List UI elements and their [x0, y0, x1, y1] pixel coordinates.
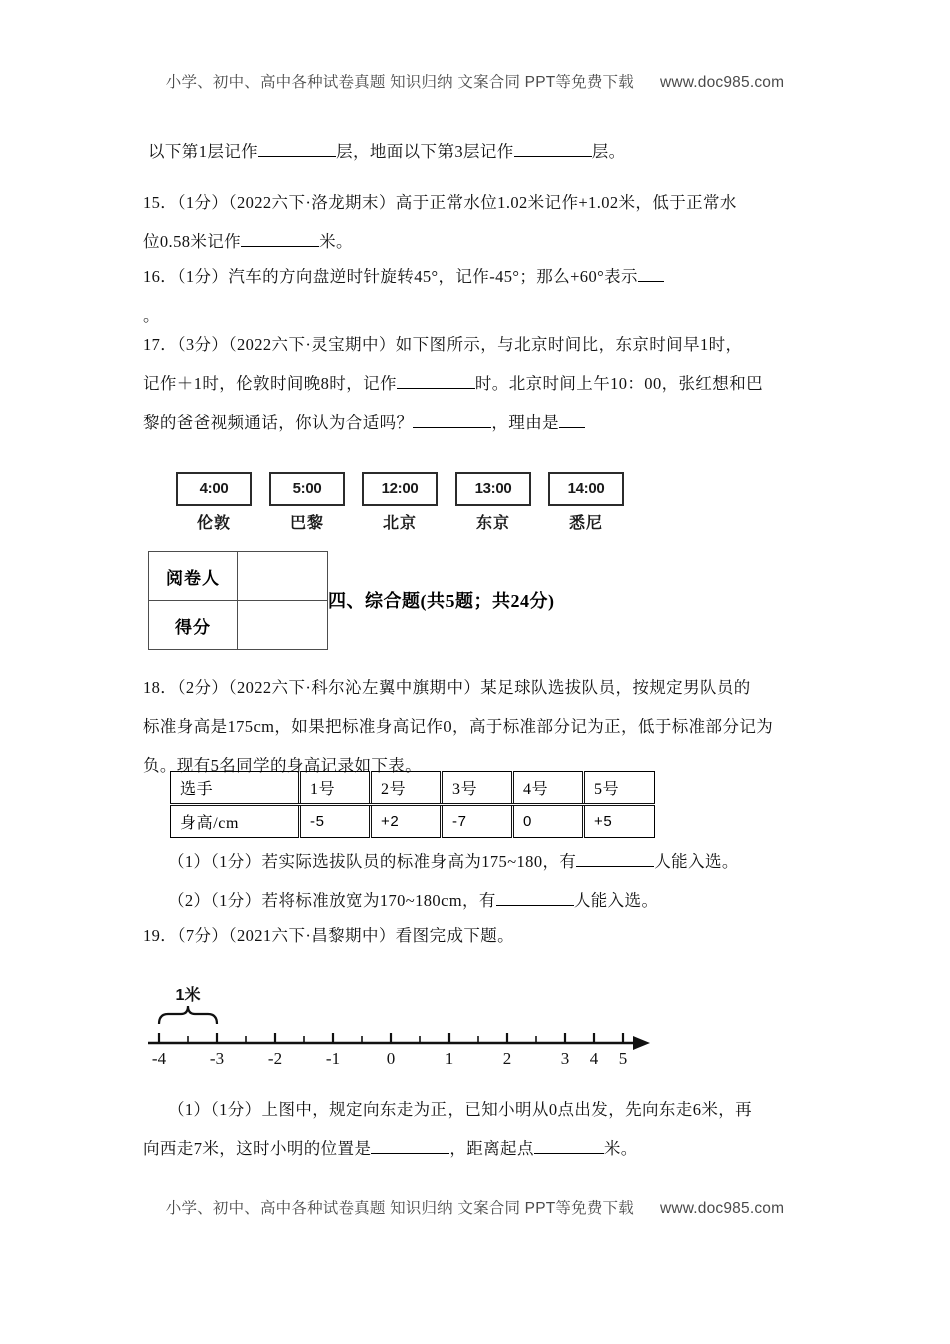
q18-source: （2022六下·科尔沁左翼中旗期中）: [228, 678, 481, 697]
number-line-tick-label: -3: [209, 1049, 225, 1068]
header-runner-url: www.doc985.com: [659, 74, 785, 91]
q15-text-2b: 米。: [319, 232, 353, 251]
q18-text-1: 某足球队选拔队员，按规定男队员的: [480, 678, 751, 697]
question-17-line-1: [143, 325, 818, 364]
q17-score: （3分）: [177, 335, 229, 354]
question-18-subquestions: [168, 842, 828, 920]
grader-score-table: [148, 551, 328, 650]
q17-text-1: 如下图所示，与北京时间比，东京时间早1时，: [395, 335, 743, 354]
number-line-tick-label: 2: [502, 1049, 512, 1068]
timezone-city: 北京: [382, 515, 417, 532]
number-line-tick-label: 0: [386, 1049, 396, 1068]
question-16: [143, 257, 813, 335]
q17-text-3a: 黎的爸爸视频通话，你认为合适吗？: [143, 413, 414, 432]
q17-source: （2022六下·灵宝期中）: [228, 335, 396, 354]
q14-text-c: 层。: [591, 142, 626, 161]
q19-number: 19．: [143, 926, 178, 945]
timezone-city: 东京: [475, 515, 510, 532]
number-line-tick-label: 1: [444, 1049, 454, 1068]
q17-text-3b: ，理由是: [491, 413, 560, 432]
q18-score: （2分）: [177, 678, 229, 697]
number-line-svg: [140, 978, 660, 1073]
answer-blank[interactable]: [514, 140, 592, 158]
score-value-cell[interactable]: [238, 601, 328, 650]
question-17: [143, 325, 818, 442]
question-14-tail: [148, 132, 808, 171]
answer-blank[interactable]: [413, 411, 491, 429]
q15-source: （2022六下·洛龙期末）: [228, 193, 396, 212]
number-line-tick-label: -1: [325, 1049, 341, 1068]
q19-text-1: 看图完成下题。: [395, 926, 515, 945]
height-table-header-cell: 3号: [442, 772, 513, 805]
height-table-row-label: 身高/cm: [180, 815, 239, 832]
answer-blank[interactable]: [534, 1137, 604, 1155]
section-heading: 四、综合题(共5题；共24分): [328, 591, 555, 611]
height-table-header-cell: 4号: [513, 772, 584, 805]
timezone-city: 伦敦: [196, 515, 231, 532]
q19-source: （2021六下·昌黎期中）: [228, 926, 396, 945]
timezone-city: 悉尼: [568, 515, 603, 532]
height-table-header-cell: 1号: [300, 772, 371, 805]
q18-number: 18．: [143, 678, 178, 697]
number-line-tick-label: 4: [589, 1049, 599, 1068]
answer-blank[interactable]: [241, 230, 319, 248]
header-runner: [0, 70, 950, 92]
q16-text-2: 。: [143, 306, 160, 325]
timezone-time: 12:00: [362, 472, 438, 506]
q18-text-2: 标准身高是175cm，如果把标准身高记作0，高于标准部分记为正，低于标准部分记为: [143, 717, 774, 736]
footer-runner-text: 小学、初中、高中各种试卷真题 知识归纳 文案合同 PPT等免费下载: [165, 1200, 634, 1217]
q15-score: （1分）: [177, 193, 229, 212]
table-row: [171, 805, 655, 838]
q17-text-2a: 记作＋1时，伦敦时间晚8时，记作: [143, 374, 397, 393]
q18-sub1-text-a: （1）（1分）若实际选拔队员的标准身高为175~180，有: [168, 852, 577, 871]
number-line-figure: [140, 978, 660, 1073]
q18-text-3: 负。现有5名同学的身高记录如下表。: [143, 756, 423, 775]
question-15-line-1: [143, 183, 813, 222]
question-18-sub-1: [168, 842, 828, 881]
q14-text-a: 以下第1层记作: [148, 142, 259, 161]
height-table-header-cell: 2号: [371, 772, 442, 805]
height-table-cell: +5: [584, 805, 655, 838]
number-line-brace-label: 1米: [175, 987, 201, 1004]
question-19-line-1: [143, 916, 823, 955]
table-row: [149, 552, 328, 601]
q19-sub1-text-c: ，距离起点: [449, 1139, 534, 1158]
question-15: [143, 183, 813, 261]
q17-number: 17．: [143, 335, 178, 354]
timezone-time: 5:00: [269, 472, 345, 506]
q16-text-1: 汽车的方向盘逆时针旋转45°，记作-45°；那么+60°表示: [228, 267, 638, 286]
q15-number: 15．: [143, 193, 178, 212]
question-19-sub-1-line-1: [143, 1090, 833, 1129]
q16-score: （1分）: [177, 267, 229, 286]
q19-score: （7分）: [177, 926, 229, 945]
footer-runner-url: www.doc985.com: [659, 1200, 785, 1217]
number-line-tick-label: -2: [267, 1049, 283, 1068]
q15-text-2a: 位0.58米记作: [143, 232, 242, 251]
height-table-cell: -5: [300, 805, 371, 838]
height-table-cell: +2: [371, 805, 442, 838]
question-18: [143, 668, 823, 785]
question-18-line-1: [143, 668, 823, 707]
question-19-sub-1-line-2: [143, 1129, 833, 1168]
question-17-line-3: [143, 403, 818, 442]
table-row: [149, 601, 328, 650]
number-line-tick-label: 3: [560, 1049, 570, 1068]
header-runner-text: 小学、初中、高中各种试卷真题 知识归纳 文案合同 PPT等免费下载: [165, 74, 634, 91]
answer-blank[interactable]: [576, 850, 654, 868]
question-19-subquestions: [143, 1090, 833, 1168]
number-line-tick-label: -4: [151, 1049, 167, 1068]
timezone-item: [362, 472, 438, 533]
score-label: 得分: [149, 601, 238, 650]
q19-sub1-text-d: 米。: [603, 1139, 638, 1158]
question-14-line-1: [148, 132, 808, 171]
question-16-line-1: [143, 257, 813, 296]
height-table-header-cell: 选手: [171, 772, 300, 805]
height-record-table: [170, 771, 655, 838]
table-row-header: [171, 772, 655, 805]
q19-sub1-text-b: 向西走7米，这时小明的位置是: [143, 1139, 372, 1158]
question-18-sub-2: [168, 881, 828, 920]
grader-value-cell[interactable]: [238, 552, 328, 601]
timezone-time: 4:00: [176, 472, 252, 506]
timezone-item: [176, 472, 252, 533]
timezone-time: 13:00: [455, 472, 531, 506]
q16-number: 16．: [143, 267, 178, 286]
timezone-item: [269, 472, 345, 533]
height-table-cell: 0: [513, 805, 584, 838]
q14-text-b: 层，地面以下第3层记作: [336, 142, 514, 161]
q17-text-2b: 时。北京时间上午10：00，张红想和巴: [474, 374, 764, 393]
footer-runner: [0, 1196, 950, 1218]
question-19: [143, 916, 823, 955]
grader-label: 阅卷人: [149, 552, 238, 601]
question-18-line-2: [143, 707, 823, 746]
height-table-cell: -7: [442, 805, 513, 838]
answer-blank[interactable]: [258, 140, 336, 158]
arrow-head-icon: [633, 1036, 650, 1050]
answer-blank[interactable]: [638, 265, 664, 283]
answer-blank[interactable]: [397, 372, 475, 390]
q18-sub1-text-b: 人能入选。: [654, 852, 739, 871]
question-17-line-2: [143, 364, 818, 403]
answer-blank[interactable]: [496, 889, 574, 907]
major-ticks: [159, 1033, 623, 1043]
answer-blank[interactable]: [371, 1137, 449, 1155]
answer-blank[interactable]: [559, 411, 585, 429]
number-line-tick-label: 5: [618, 1049, 628, 1068]
timezone-item: [548, 472, 624, 533]
brace-icon: [159, 1006, 217, 1024]
timezone-time: 14:00: [548, 472, 624, 506]
timezone-item: [455, 472, 531, 533]
q19-sub1-text-a: （1）（1分）上图中，规定向东走为正，已知小明从0点出发，先向东走6米，再: [168, 1100, 753, 1119]
q18-sub2-text-b: 人能入选。: [573, 891, 659, 910]
question-15-line-2: [143, 222, 813, 261]
height-table-header-cell: 5号: [584, 772, 655, 805]
q18-sub2-text-a: （2）（1分）若将标准放宽为170~180cm，有: [168, 891, 496, 910]
q15-text-1: 高于正常水位1.02米记作+1.02米，低于正常水: [395, 193, 737, 212]
timezone-city: 巴黎: [289, 515, 324, 532]
timezone-figure: [176, 472, 626, 542]
